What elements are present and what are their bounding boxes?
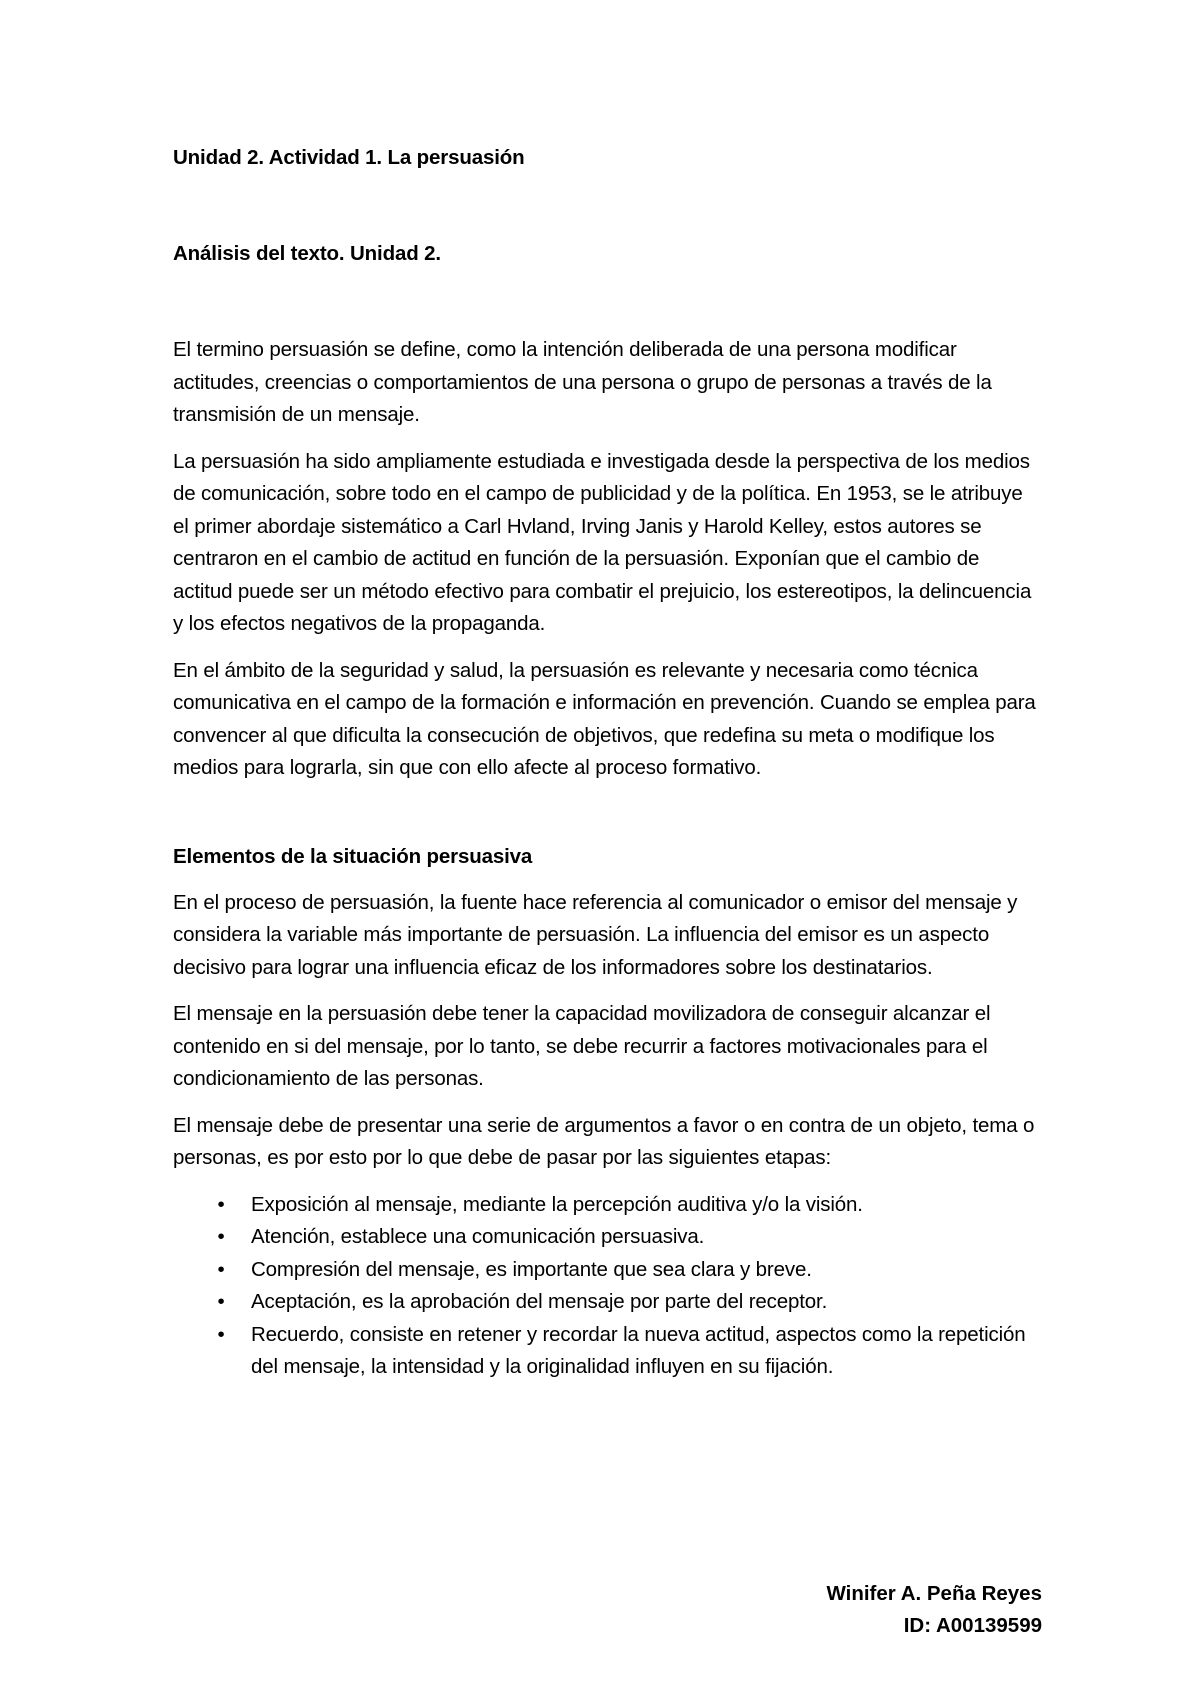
list-item-text: Compresión del mensaje, es importante que sea clara y breve.	[251, 1257, 812, 1281]
list-item	[217, 1254, 1043, 1287]
list-item-text: Aceptación, es la aprobación del mensaje por parte del receptor.	[251, 1290, 828, 1313]
stages-list	[173, 1189, 1043, 1384]
paragraph-definition: El termino persuasión se define, como la intención deliberada de una persona modificar actitudes, creencias o comportamientos de una persona o grupo de personas a través de la transmisión de un mensaje.	[173, 338, 992, 426]
paragraph-history: La persuasión ha sido ampliamente estudiada e investigada desde la perspectiva de los medios de comunicación, sobre todo en el campo de publicidad y de la política. En 1953, se le atribuye el primer abordaje sistemático a Carl Hvland, Irving Janis y Harold Kelley, estos autores se centraron en el cambio de actitud en función de la persuasión. Exponían que el cambio de actitud puede ser un método efectivo para combatir el prejuicio, los estereotipos, la delincuencia y los efectos negativos de la propaganda.	[173, 449, 1032, 635]
list-item	[217, 1319, 1043, 1384]
bullet-icon: •	[217, 1192, 225, 1216]
list-item	[217, 1189, 1043, 1222]
document-title: Unidad 2. Actividad 1. La persuasión	[173, 146, 525, 169]
document-body	[173, 142, 1043, 1384]
author-name: Winifer A. Peña Reyes	[826, 1582, 1042, 1605]
list-item-text: Atención, establece una comunicación persuasiva.	[251, 1225, 705, 1248]
list-item-text: Exposición al mensaje, mediante la percepción auditiva y/o la visión.	[251, 1192, 863, 1216]
paragraph-source: En el proceso de persuasión, la fuente hace referencia al comunicador o emisor del mensaje y considera la variable más importante de persuasión. La influencia del emisor es un aspecto decisivo para lograr una influencia eficaz de los informadores sobre los destinatarios.	[173, 890, 1018, 979]
list-item	[217, 1221, 1043, 1254]
paragraph-message: El mensaje en la persuasión debe tener la capacidad movilizadora de conseguir alcanzar el contenido en si del mensaje, por lo tanto, se debe recurrir a factores motivacionales para el condicionamiento de las personas.	[173, 1002, 991, 1090]
bullet-icon: •	[217, 1257, 225, 1281]
bullet-icon: •	[217, 1322, 225, 1346]
signature-block	[826, 1578, 1042, 1642]
list-item	[217, 1286, 1043, 1319]
author-id: ID: A00139599	[903, 1614, 1042, 1637]
bullet-icon: •	[217, 1225, 225, 1248]
document-subtitle: Análisis del texto. Unidad 2.	[173, 242, 441, 265]
paragraph-arguments: El mensaje debe de presentar una serie de argumentos a favor o en contra de un objeto, tema o personas, es por esto por lo que debe de pasar por las siguientes etapas:	[173, 1113, 1035, 1169]
bullet-icon: •	[217, 1290, 225, 1313]
paragraph-safety: En el ámbito de la seguridad y salud, la persuasión es relevante y necesaria como técnica comunicativa en el campo de la formación e información en prevención. Cuando se emplea para convencer al que dificulta la consecución de objetivos, que redefina su meta o modifique los medios para lograrla, sin que con ello afecte al proceso formativo.	[173, 658, 1036, 779]
section-heading: Elementos de la situación persuasiva	[173, 844, 533, 868]
list-item-text: Recuerdo, consiste en retener y recordar la nueva actitud, aspectos como la repetición del mensaje, la intensidad y la originalidad influyen en su fijación.	[251, 1322, 1026, 1378]
